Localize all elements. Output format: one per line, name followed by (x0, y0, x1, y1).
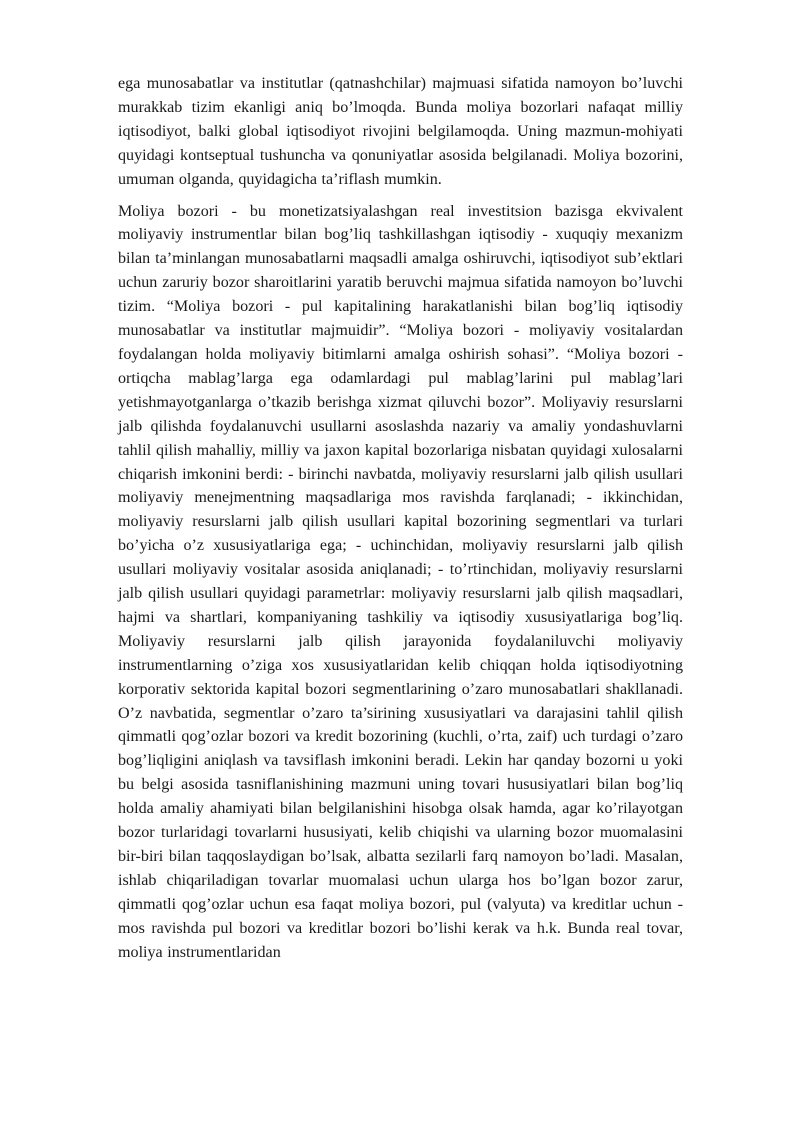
paragraph-intro: ega munosabatlar va institutlar (qatnashchilar) majmuasi sifatida namoyon bo’luvchi murakkab tizim ekanligi aniq bo’lmoqda. Bunda moliya bozorlari nafaqat milliy iqtisodiyot, balki global iqtisodiyot rivojini belgilamoqda. Uning mazmun-mohiyati quyidagi kontseptual tushuncha va qonuniyatlar asosida belgilanadi. Moliya bozorini, umuman olganda, quyidagicha ta’riflash mumkin. (118, 75, 683, 188)
document-body (118, 72, 683, 973)
paragraph-main: Moliya bozori - bu monetizatsiyalashgan real investitsion bazisga ekvivalent moliyaviy instrumentlar bilan bog’liq tashkillashgan iqtisodiy - xuquqiy mexanizm bilan ta’minlangan munosabatlarni maqsadli amalga oshiruvchi, iqtisodiyot sub’ektlari uchun zaruriy bozor sharoitlarini yaratib beruvchi majmua sifatida namoyon bo’luvchi tizim. “Moliya bozori - pul kapitalining harakatlanishi bilan bog’liq iqtisodiy munosabatlar va institutlar majmuidir”. “Moliya bozori - moliyaviy vositalardan foydalangan holda moliyaviy bitimlarni amalga oshirish sohasi”. “Moliya bozori - ortiqcha mablag’larga ega odamlardagi pul mablag’larini pul mablag’lari yetishmayotganlarga o’tkazib berishga xizmat qiluvchi bozor”. Moliyaviy resurslarni jalb qilishda foydalanuvchi usullarni asoslashda nazariy va amaliy yondashuvlarni tahlil qilish mahalliy, milliy va jaxon kapital bozorlariga nisbatan quyidagi xulosalarni chiqarish imkonini berdi: - birinchi navbatda, moliyaviy resurslarni jalb qilish usullari moliyaviy menejmentning maqsadlariga mos ravishda farqlanadi; - ikkinchidan, moliyaviy resurslarni jalb qilish usullari kapital bozorining segmentlari va turlari bo’yicha o’z xususiyatlariga ega; - uchinchidan, moliyaviy resurslarni jalb qilish usullari moliyaviy vositalar asosida aniqlanadi; - to’rtinchidan, moliyaviy resurslarni jalb qilish usullari quyidagi parametrlar: moliyaviy resurslarni jalb qilish maqsadlari, hajmi va shartlari, kompaniyaning tashkiliy va iqtisodiy xususiyatlariga bog’liq. Moliyaviy resurslarni jalb qilish jarayonida foydalaniluvchi moliyaviy instrumentlarning o’ziga xos xususiyatlaridan kelib chiqqan holda iqtisodiyotning korporativ sektorida kapital bozori segmentlarining o’zaro munosabatlari shakllanadi. O’z navbatida, segmentlar o’zaro ta’sirining xususiyatlari va darajasini tahlil qilish qimmatli qog’ozlar bozori va kredit bozorining (kuchli, o’rta, zaif) uch turdagi o’zaro bog’liqligini aniqlash va tavsiflash imkonini beradi. Lekin har qanday bozorni u yoki bu belgi asosida tasniflanishining mazmuni uning tovari hususiyatlari bilan bog’liq holda amaliy ahamiyati bilan belgilanishini hisobga olsak hamda, agar ko’rilayotgan bozor turlaridagi tovarlarni hususiyati, kelib chiqishi va ularning bozor muomalasini bir-biri bilan taqqoslaydigan bo’lsak, albatta sezilarli farq namoyon bo’ladi. Masalan, ishlab chiqariladigan tovarlar muomalasi uchun ularga hos bo’lgan bozor zarur, qimmatli qog’ozlar uchun esa faqat moliya bozori, pul (valyuta) va kreditlar uchun - mos ravishda pul bozori va kreditlar bozori bo’lishi kerak va h.k. Bunda real tovar, moliya instrumentlaridan (118, 202, 683, 961)
